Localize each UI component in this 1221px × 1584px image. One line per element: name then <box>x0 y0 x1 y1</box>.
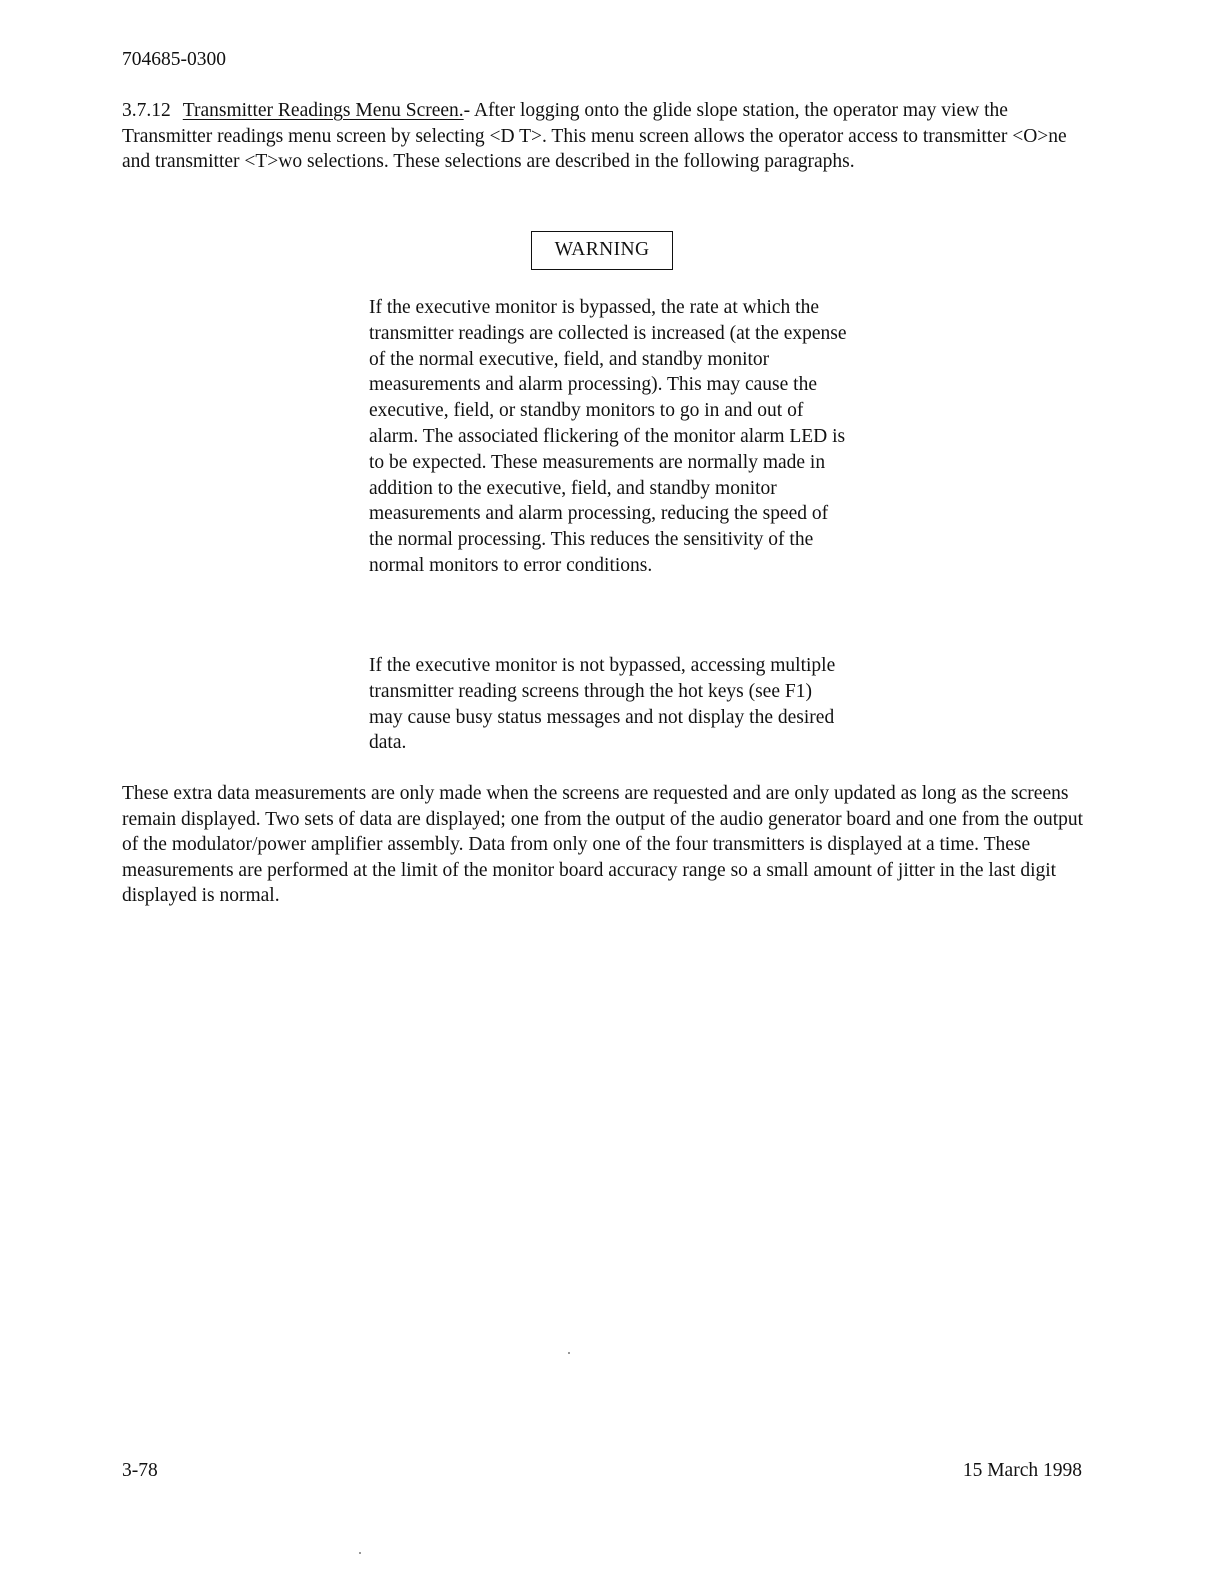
section-intro-paragraph <box>122 98 1072 175</box>
warning-label-box <box>531 231 673 270</box>
section-number: 3.7.12 <box>122 100 171 121</box>
section-title-suffix: - <box>463 100 474 121</box>
warning-paragraph-not-bypassed: If the executive monitor is not bypassed, accessing multiple transmitter reading screens through the hot keys (see F1) may cause busy status messages and not display the desired data. <box>369 655 836 754</box>
body-paragraph: These extra data measurements are only made when the screens are requested and are only updated as long as the screens remain displayed. Two sets of data are displayed; one from the output of the audio generator board and one from the output of the modulator/power amplifier assembly. Data from only one of the four transmitters is displayed at a time. These measurements are performed at the limit of the monitor board accuracy range so a small amount of jitter in the last digit displayed is normal. <box>122 783 1084 906</box>
warning-label: WARNING <box>554 239 650 260</box>
footer-page-number: 3-78 <box>122 1460 158 1481</box>
warning-paragraph-bypassed: If the executive monitor is bypassed, the rate at which the transmitter readings are collected is increased (at the expense of the normal executive, field, and standby monitor measurements and alarm processing). This may cause the executive, field, or standby monitors to go in and out of alarm. The associated flickering of the monitor alarm LED is to be expected. These measurements are normally made in addition to the executive, field, and standby monitor measurements and alarm processing, reducing the speed of the normal processing. This reduces the sensitivity of the normal monitors to error conditions. <box>369 297 847 576</box>
scan-speck <box>568 1352 570 1354</box>
footer-date: 15 March 1998 <box>962 1460 1082 1481</box>
section-intro-text: After logging onto the glide slope station, the operator may view the Transmitter readings menu screen by selecting <D T>. This menu screen allows the operator access to transmitter <O>ne and transmitter <T>wo selections. These selections are described in the following paragraphs. <box>122 100 1067 172</box>
section-title: Transmitter Readings Menu Screen. <box>182 100 464 121</box>
document-number: 704685-0300 <box>122 49 226 70</box>
scan-speck <box>359 1552 361 1554</box>
